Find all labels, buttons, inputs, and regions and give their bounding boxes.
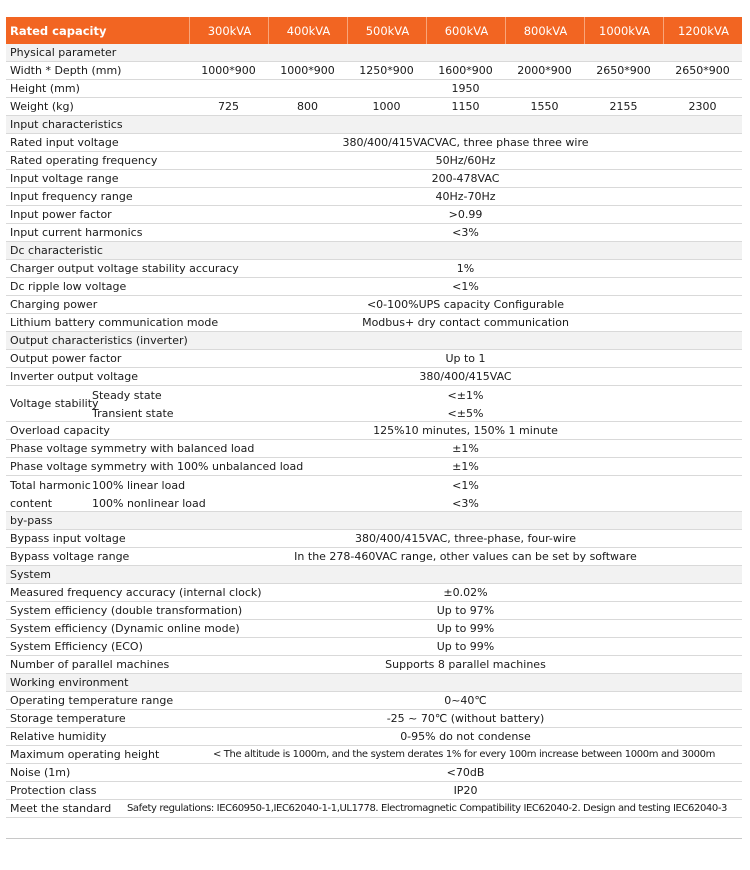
row-value: 200-478VAC [431, 172, 500, 185]
table-row [6, 530, 742, 548]
row-label: Bypass input voltage [10, 532, 126, 545]
row-value: 380/400/415VACVAC, three phase three wire [342, 136, 589, 149]
table-row [6, 188, 742, 206]
row-value: 380/400/415VAC [419, 370, 512, 383]
width-depth-400: 1000*900 [280, 64, 335, 77]
row-value: Modbus+ dry contact communication [362, 316, 569, 329]
table-row [6, 98, 742, 116]
table-row [6, 782, 742, 800]
row-label: Height (mm) [10, 82, 80, 95]
row-value: IP20 [453, 784, 478, 797]
model-800kva: 800kVA [505, 17, 585, 44]
row-label: Phase voltage symmetry with balanced load [10, 442, 255, 455]
row-label: Total harmonic [10, 478, 91, 492]
table-row [6, 422, 742, 440]
row-label: Output power factor [10, 352, 122, 365]
model-600kva: 600kVA [426, 17, 506, 44]
row-value: 0-95% do not condense [400, 730, 531, 743]
total-harmonic-group [6, 476, 742, 512]
row-value: <70dB [446, 766, 485, 779]
nonlinear-load-label: 100% nonlinear load [92, 496, 206, 510]
row-label: Phase voltage symmetry with 100% unbalanced load [10, 460, 304, 473]
section-environment [6, 674, 742, 692]
width-depth-1000: 2650*900 [596, 64, 651, 77]
row-label: Input frequency range [10, 190, 133, 203]
row-label: Number of parallel machines [10, 658, 170, 671]
row-label: System efficiency (double transformation) [10, 604, 243, 617]
row-label: Relative humidity [10, 730, 107, 743]
voltage-stability-group [6, 386, 742, 422]
row-value: 1950 [451, 82, 480, 95]
steady-state-label: Steady state [92, 388, 162, 402]
row-label: System efficiency (Dynamic online mode) [10, 622, 240, 635]
table-row [6, 170, 742, 188]
section-dc [6, 242, 742, 260]
row-label: Inverter output voltage [10, 370, 138, 383]
rated-capacity-label: Rated capacity [10, 23, 107, 38]
row-value: <1% [452, 280, 479, 293]
table-row [6, 800, 742, 818]
table-row [6, 584, 742, 602]
steady-state-value: <±1% [447, 388, 484, 402]
row-value: -25 ~ 70℃ (without battery) [386, 712, 545, 725]
model-500kva: 500kVA [347, 17, 427, 44]
row-value: Up to 99% [436, 622, 495, 635]
row-label: Noise (1m) [10, 766, 71, 779]
weight-300: 725 [218, 100, 239, 113]
weight-500: 1000 [372, 100, 401, 113]
section-title: Output characteristics (inverter) [10, 334, 188, 347]
section-system [6, 566, 742, 584]
row-label: Dc ripple low voltage [10, 280, 127, 293]
row-value: 1% [456, 262, 475, 275]
table-row [6, 458, 742, 476]
row-value: Supports 8 parallel machines [385, 658, 546, 671]
linear-load-value: <1% [452, 478, 479, 492]
row-value: 0~40℃ [444, 694, 487, 707]
row-label: Overload capacity [10, 424, 110, 437]
row-label: Weight (kg) [10, 100, 74, 113]
table-header [6, 17, 742, 44]
row-label: Bypass voltage range [10, 550, 130, 563]
row-label: Storage temperature [10, 712, 126, 725]
table-row [6, 134, 742, 152]
table-row [6, 602, 742, 620]
row-label: Rated input voltage [10, 136, 119, 149]
table-row [6, 368, 742, 386]
row-label: System Efficiency (ECO) [10, 640, 143, 653]
width-depth-800: 2000*900 [517, 64, 572, 77]
section-title: by-pass [10, 514, 53, 527]
table-row [6, 314, 742, 332]
table-row [6, 548, 742, 566]
row-value: ±1% [452, 442, 479, 455]
row-label: Input current harmonics [10, 226, 143, 239]
row-value: Up to 97% [436, 604, 495, 617]
table-row [6, 620, 742, 638]
transient-state-label: Transient state [92, 406, 174, 420]
table-row [6, 206, 742, 224]
table-row [6, 278, 742, 296]
table-row [6, 746, 742, 764]
row-value: ±0.02% [443, 586, 488, 599]
weight-1000: 2155 [609, 100, 638, 113]
linear-load-label: 100% linear load [92, 478, 186, 492]
row-value: In the 278-460VAC range, other values can be set by software [294, 550, 637, 563]
row-label: Protection class [10, 784, 97, 797]
nonlinear-load-value: <3% [452, 496, 479, 510]
table-row [6, 764, 742, 782]
section-title: Physical parameter [10, 46, 117, 59]
table-bottom-divider [6, 838, 742, 839]
transient-state-value: <±5% [447, 406, 484, 420]
row-label: Width * Depth (mm) [10, 64, 122, 77]
row-value: 40Hz-70Hz [435, 190, 496, 203]
row-value: <0-100%UPS capacity Configurable [366, 298, 565, 311]
width-depth-600: 1600*900 [438, 64, 493, 77]
width-depth-500: 1250*900 [359, 64, 414, 77]
row-label: Operating temperature range [10, 694, 174, 707]
table-row [6, 728, 742, 746]
section-title: Dc characteristic [10, 244, 103, 257]
section-bypass [6, 512, 742, 530]
row-value: 50Hz/60Hz [435, 154, 496, 167]
model-300kva: 300kVA [189, 17, 269, 44]
row-label: Charging power [10, 298, 98, 311]
row-value: ±1% [452, 460, 479, 473]
table-row [6, 692, 742, 710]
model-1000kva: 1000kVA [584, 17, 664, 44]
row-value: < The altitude is 1000m, and the system derates 1% for every 100m increase between 1000m and 3000m [212, 749, 716, 760]
row-label: Input voltage range [10, 172, 119, 185]
row-value: <3% [452, 226, 479, 239]
table-row [6, 440, 742, 458]
row-label: Charger output voltage stability accuracy [10, 262, 239, 275]
weight-1200: 2300 [688, 100, 717, 113]
section-title: Input characteristics [10, 118, 123, 131]
table-row [6, 638, 742, 656]
table-row [6, 224, 742, 242]
row-value: 125%10 minutes, 150% 1 minute [373, 424, 558, 437]
section-output [6, 332, 742, 350]
row-label-cont: content [10, 496, 53, 510]
row-label: Maximum operating height [10, 748, 160, 761]
row-label: Rated operating frequency [10, 154, 158, 167]
table-row [6, 62, 742, 80]
table-row [6, 656, 742, 674]
model-1200kva: 1200kVA [663, 17, 743, 44]
table-row [6, 296, 742, 314]
width-depth-300: 1000*900 [201, 64, 256, 77]
row-value: 380/400/415VAC, three-phase, four-wire [355, 532, 576, 545]
row-label: Voltage stability [10, 397, 99, 410]
section-title: System [10, 568, 52, 581]
row-value: >0.99 [448, 208, 483, 221]
weight-400: 800 [297, 100, 318, 113]
section-input [6, 116, 742, 134]
row-label: Meet the standard [10, 802, 112, 815]
row-label: Input power factor [10, 208, 112, 221]
table-row [6, 350, 742, 368]
width-depth-1200: 2650*900 [675, 64, 730, 77]
table-row [6, 710, 742, 728]
row-value: Up to 1 [445, 352, 486, 365]
weight-800: 1550 [530, 100, 559, 113]
section-title: Working environment [10, 676, 129, 689]
table-row [6, 80, 742, 98]
row-value: Safety regulations: IEC60950-1,IEC62040-1-1,UL1778. Electromagnetic Compatibility IEC62040-2. Design and testing IEC62040-3 [126, 803, 728, 814]
model-400kva: 400kVA [268, 17, 348, 44]
section-physical [6, 44, 742, 62]
row-label: Measured frequency accuracy (internal clock) [10, 586, 262, 599]
weight-600: 1150 [451, 100, 480, 113]
row-value: Up to 99% [436, 640, 495, 653]
row-label: Lithium battery communication mode [10, 316, 219, 329]
table-row [6, 260, 742, 278]
table-row [6, 152, 742, 170]
spec-table [6, 17, 742, 818]
